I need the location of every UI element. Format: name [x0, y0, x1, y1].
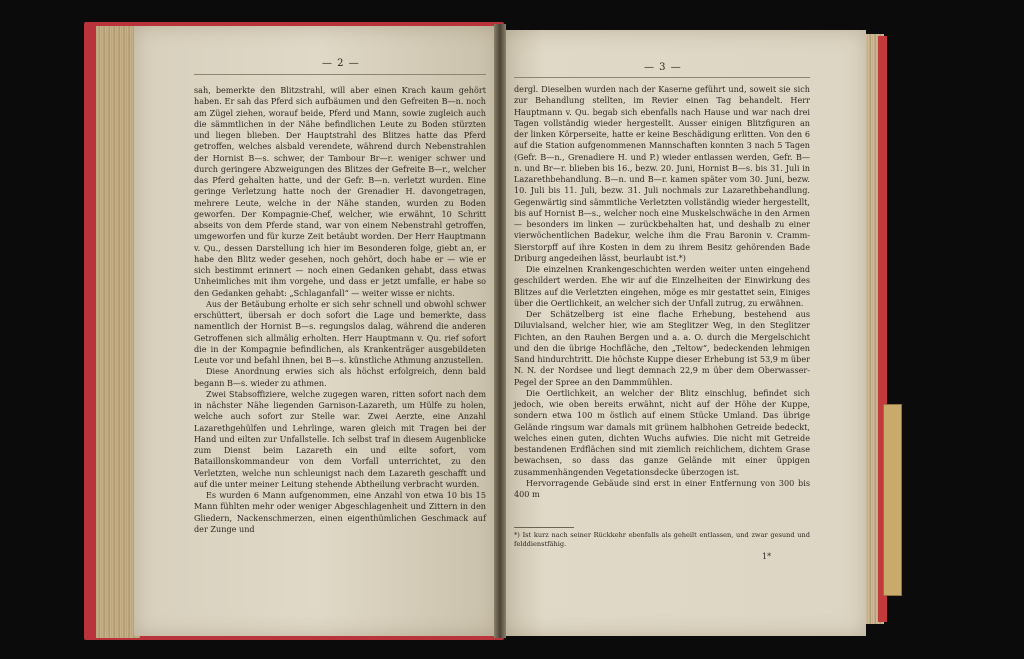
left-page-number: — 2 —	[322, 58, 360, 69]
paragraph: Zwei Stabsoffiziere, welche zugegen waren, ritten sofort nach dem in nächster Nähe liegenden Garnison-Lazareth, um Hülfe zu holen, welche auch sofort zur Stelle war. Zwei Aerzte, eine Anzahl Lazarethgehülfen und Lehrlinge, waren gleich mit Tragen bei der Hand und eilten zur Unfallstelle. Ich selbst traf in diesem Augenblicke zum Dienst beim Lazareth ein und eilte sofort, vom Bataillonskommandeur von dem Vorfall unterrichtet, zu den Verletzten, welche nun schleunigst nach dem Lazareth geschafft und auf die unter meiner Leitung stehende Abtheilung verbracht wurden.	[194, 388, 486, 489]
signature-mark: 1*	[762, 552, 772, 561]
paragraph: Der Schätzelberg ist eine flache Erhebung, bestehend aus Diluvialsand, welcher hier, wie am Steglitzer Weg, in den Steglitzer Fichten, an den Rauhen Bergen und a. a. O. durch die Mergelschicht und den die übrige Hochfläche, den „Teltow“, bedeckenden lehmigen Sand hindurchtritt. Die höchste Kuppe dieser Erhebung ist 53,9 m über N. N. der Nordsee und liegt demnach 22,9 m über dem Oberwasser-Pegel der Spree an den Dammmühlen.	[514, 309, 810, 387]
footnote-rule	[514, 527, 574, 528]
paragraph: Hervorragende Gebäude sind erst in einer Entfernung von 300 bis 400 m	[514, 477, 810, 499]
paragraph: Die Oertlichkeit, an welcher der Blitz einschlug, befindet sich jedoch, wie oben bereits erwähnt, nicht auf der Höhe der Kuppe, sondern etwa 100 m östlich auf einem Stücke Umland. Das übrige Gelände ringsum war damals mit grünem halbhohen Getreide bedeckt, welches einen guten, dichten Wuchs aufwies. Die nicht mit Getreide bestandenen Erdflächen sind mit ziemlich reichlichem, dichtem Grase bewachsen, so dass das ganze Gelände mit einer üppigen zusammenhängenden Vegetationsdecke überzogen ist.	[514, 387, 810, 477]
paragraph: dergl. Dieselben wurden nach der Kaserne geführt und, soweit sie sich zur Behandlung stellten, im Revier einen Tag behandelt. Herr Hauptmann v. Qu. begab sich ebenfalls nach Hause und war nach drei Tagen vollständig wieder hergestellt. Ausser einigen Blitzfiguren an der linken Körperseite, hatte er keine Beschädigung erlitten. Von den 6 auf die Station aufgenommenen Mannschaften konnten 3 nach 5 Tagen (Gefr. B—n., Grenadiere H. und P.) wieder entlassen werden, Gefr. B—n. und Br—r. blieben bis 16., bezw. 20. Juni, Hornist B—s. bis 31. Juli in Lazarethbehandlung. B—n. und B—r. kamen später vom 30. Juni, bezw. 10. Juli bis 11. Juli, bezw. 31. Juli nochmals zur Lazarethbehandlung. Gegenwärtig sind sämmtliche Verletzten vollständig wieder hergestellt, bis auf Hornist B—s., welcher noch eine Muskelschwäche in den Armen — besonders im linken — zurückbehalten hat, und deshalb zu einer vierwöchentlichen Badekur, welche ihm die Frau Baronin v. Cramm-Sierstorpff auf ihre Kosten in dem zu ihrem Besitz gehörenden Bade Driburg angedeihen lässt, beurlaubt ist.*)	[514, 84, 810, 263]
right-header-rule	[514, 77, 810, 78]
paragraph: sah, bemerkte den Blitzstrahl, will aber einen Krach kaum gehört haben. Er sah das Pferd sich aufbäumen und den Gefreiten B—n. noch am Zügel ziehen, worauf beide, Pferd und Mann, sowie zugleich auch die sämmtlichen in der Nähe befindlichen Leute zu Boden stürzten und liegen blieben. Der Hauptstrahl des Blitzes hatte das Pferd getroffen, welches alsbald verendete, während durch Nebenstrahlen der Hornist B—s. schwer, der Tambour Br—r. weniger schwer und durch geringere Abzweigungen des Blitzes der Gefreite B—r., welcher das Pferd gehalten hatte, und der Gefr. B—n. verletzt wurden. Eine geringe Verletzung hatte noch der Grenadier H. davongetragen, mehrere Leute, welche in der Nähe standen, wurden zu Boden geworfen. Der Kompagnie-Chef, welcher, wie erwähnt, 10 Schritt abseits von dem Pferde stand, war von einem Nebenstrahl getroffen, umgeworfen und für kurze Zeit betäubt worden. Der Herr Hauptmann v. Qu., dessen Darstellung ich hier im Besonderen folge, giebt an, er habe den Blitz weder gesehen, noch gehört, doch habe er — wie er sich bestimmt erinnert — noch einen Gedanken gehabt, dass etwas Unheimliches mit ihm vorgehe, und dass er jetzt umfalle, er habe so den Gedanken gehabt: „Schlaganfall“ — weiter wisse er nichts.	[194, 85, 486, 298]
paper-tab	[883, 404, 902, 596]
paragraph: Es wurden 6 Mann aufgenommen, eine Anzahl von etwa 10 bis 15 Mann fühlten mehr oder weniger Abgeschlagenheit und Zittern in den Gliedern, Nackenschmerzen, einen eigenthümlichen Geschmack auf der Zunge und	[194, 490, 486, 534]
right-page-number: — 3 —	[644, 62, 682, 73]
paragraph: Diese Anordnung erwies sich als höchst erfolgreich, denn bald begann B—s. wieder zu athmen.	[194, 366, 486, 388]
book-gutter	[494, 24, 506, 638]
left-page-text	[194, 85, 486, 535]
right-page-text	[514, 84, 810, 500]
paragraph: Die einzelnen Krankengeschichten werden weiter unten eingehend geschildert werden. Ehe wir auf die Einzelheiten der Einwirkung des Blitzes auf die Verletzten eingehen, möge es mir gestattet sein, Einiges über die Oertlichkeit, an welcher sich der Unfall zutrug, zu erwähnen.	[514, 264, 810, 308]
paragraph: Aus der Betäubung erholte er sich sehr schnell und obwohl schwer erschüttert, übersah er doch sofort die Lage und bemerkte, dass namentlich der Hornist B—s. regungslos dalag, während die anderen Getroffenen sich allmälig erholten. Herr Hauptmann v. Qu. rief sofort die in der Kompagnie befindlichen, als Krankenträger ausgebildeten Leute vor und befahl ihnen, bei B—s. künstliche Athmung anzustellen.	[194, 298, 486, 365]
left-header-rule	[194, 74, 486, 75]
footnote: *) Ist kurz nach seiner Rückkehr ebenfalls als geheilt entlassen, und zwar gesund und felddienstfähig.	[514, 531, 810, 548]
